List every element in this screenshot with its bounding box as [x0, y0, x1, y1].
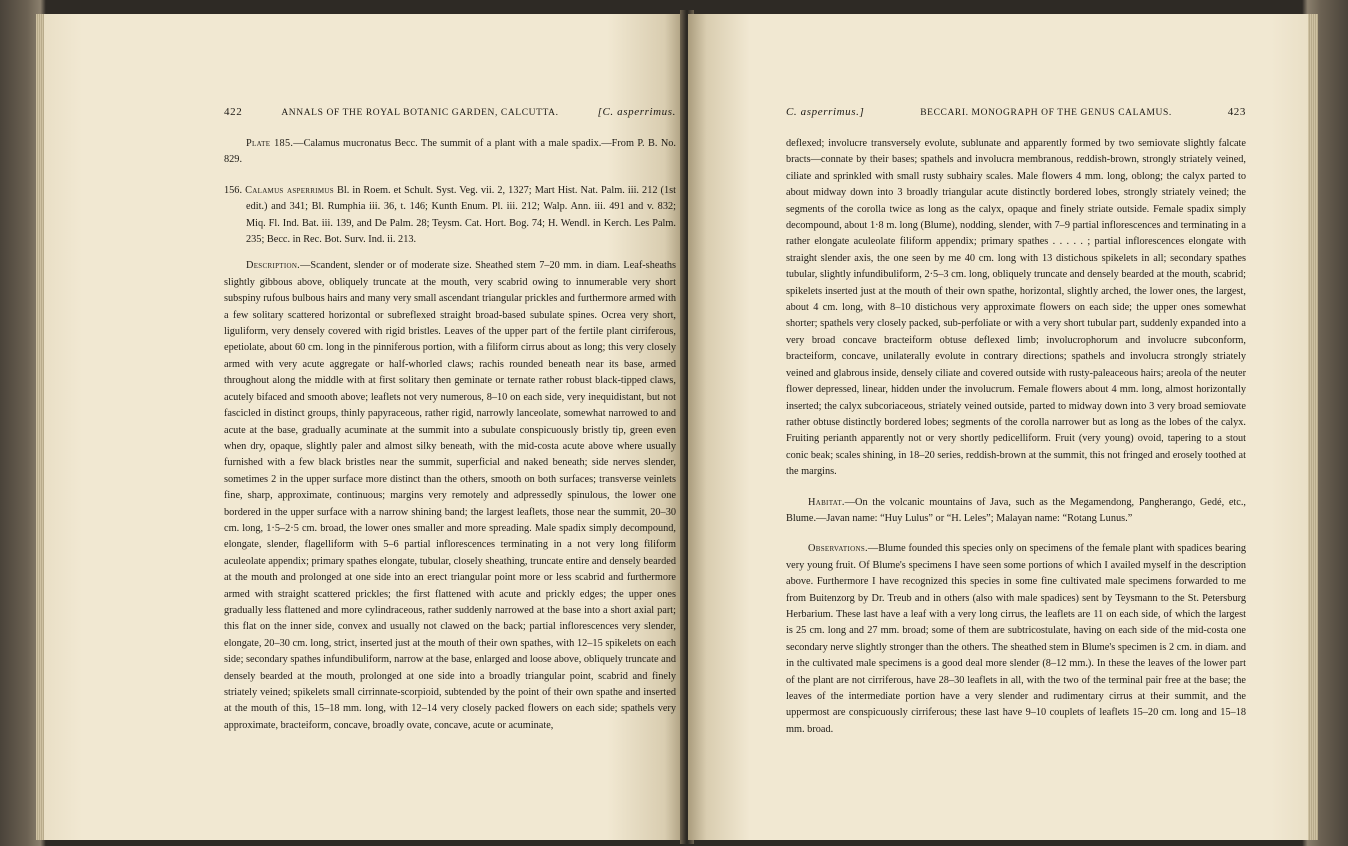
entry-synonymy: Bl. in Roem. et Schult. Syst. Veg. vii. 2, 1327; Mart Hist. Nat. Palm. iii. 212 (1st edit.) and 341; Bl. Rumphia iii. 36, t. 146; Kunth Enum. Pl. iii. 212; Walp. Ann. iii. 491 and v. 832; Miq. Fl. Ind. Bat. iii. 139, and De Palm. 28; Teysm. Cat. Hort. Bog. 74; H. Wendl. in Kerch. Les Palm. 235; Becc. in Rec. Bot. Surv. Ind. ii. 213. [246, 184, 676, 246]
description-text: —Scandent, slender or of moderate size. Sheathed stem 7–20 mm. in diam. Leaf-sheaths slightly gibbous above, obliquely truncate at the mouth, very scabrid owing to innumerable very short subspiny rufous bulbous hairs and many very small ascendant triangular prickles and furthermore armed with a few solitary scattered horizontal or subreflexed straight broad-based subulate spines. Ocrea very short, liguliform, very densely covered with rigid bristles. Leaves of the upper part of the fertile plant cirriferous, epetiolate, about 60 cm. long in the pinniferous portion, with a filiform cirrus about as long; this very closely armed with very acute aggregate or half-whorled claws; rachis rounded beneath near its base, armed throughout along the middle with at first solitary then geminate or ternate rather robust black-tipped claws, acutely bifaced and smooth above; leaflets not very numerous, 8–10 on each side, very inequidistant, but not fascicled in distinct groups, thinly papyraceous, rather rigid, narrowly lanceolate, somewhat narrowed to and acute at the base, gradually acuminate at the summit into a subulate conspicuously bristly tip, green even when dry, opaque, slightly paler and almost silky beneath, with the mid-costa acute above where usually furnished with a few black bristles near the summit, superficial and naked beneath; side nerves slender, sometimes 2 in the upper surface more distinct than the others, smooth on both surfaces; transverse veinlets fine, sharp, approximate, continuous; margins very remotely and adpressedly spinulous, the lower one bordered in the upper surface with a narrow shining band; the largest leaflets, those near the summit, 20–30 cm. long, 1·5–2·5 cm. broad, the lower ones smaller and more spreading. Male spadix simply decompound, elongate, slender, flagelliform with 5–6 partial inflorescences terminating in a not very long filiform aculeolate appendix; primary spathes elongate, tubular, closely sheathing, truncate entire and densely bearded at the mouth and prolonged at one side into an erect triangular point more or less scabrid and furthermore armed with straight scattered prickles; the first flattened with acute and prickly edges; the upper ones gradually less flattened and more cylindraceous, rather suddenly narrowed at the base into a short axial part; this flat on the inner side, convex and usually not clawed on the back; partial inflorescences very slender, elongate, 20–30 cm. long, strict, inserted just at the mouth of their own spathes, with 12–15 spikelets on each side; secondary spathes infundibuliform, narrow at the base, enlarged and loose above, obliquely truncate and densely bearded at the mouth, prolonged at one side into a broadly triangular point, scabrid and finely striately veined; spikelets small cirrinnate-scorpioid, subtended by the point of their own spathe and inserted at the mouth of this, 15–18 mm. long, with 12–14 very closely packed flowers on each side; spathels very approximate, bracteiform, concave, broadly ovate, concave, acute or acuminate, [224, 260, 676, 731]
left-page-number: 422 [224, 106, 243, 118]
observations-label: Observations. [808, 543, 868, 555]
left-body-text [224, 136, 676, 734]
plate-caption-text: —Calamus mucronatus Becc. The summit of a plant with a male spadix.—From P. B. No. 829. [224, 138, 677, 166]
right-page-edges [1308, 14, 1318, 840]
plate-caption [224, 136, 676, 169]
description-label: Description. [246, 260, 301, 272]
left-page [44, 14, 684, 840]
plate-label: Plate 185. [246, 138, 294, 149]
right-page-number: 423 [1227, 106, 1246, 118]
left-running-title: ANNALS OF THE ROYAL BOTANIC GARDEN, CALCUTTA. [281, 108, 559, 118]
left-running-head [224, 104, 676, 121]
observations-text: —Blume founded this species only on specimens of the female plant with spadices bearing very young fruit. Of Blume's specimens I have seen some portions of which I availed myself in the description above. Furthermore I have recognized this species in some fine cultivated male specimens forwarded to me from Buitenzorg by Dr. Treub and in others (also with male spadices) sent by Teysmann to the St. Petersburg Herbarium. These last have a leaf with a very long cirrus, the leaflets are 11 on each side, of which the largest is 25 cm. long and 27 mm. broad; some of them are subtricostulate, having on each side of the mid-costa one secondary nerve slightly stronger than the others. The sheathed stem in Blume's specimen is 2 cm. in diam. and in the cultivated male specimens is a good deal more slender (8–12 mm.). In these the leaves of the lower part of the plant are not cirriferous, have 28–30 leaflets in all, with the two of the terminal pair free at the base; the leaves of the intermediate portion have a very slender and rudimentary cirrus at their summit, and the uppermost are conspicuously cirriferous; these last have 9–10 couplets of leaflets 15–20 cm. long and 15–18 mm. broad. [786, 543, 1246, 735]
right-body-text [786, 136, 1246, 738]
species-entry [224, 183, 676, 249]
right-running-species: C. asperrimus.] [786, 106, 865, 118]
entry-number: 156. [224, 184, 243, 196]
observations-paragraph [786, 541, 1246, 738]
right-page [688, 14, 1308, 840]
habitat-paragraph [786, 495, 1246, 528]
habitat-label: Habitat. [808, 496, 845, 508]
habitat-text: —On the volcanic mountains of Java, such as the Megamendong, Pangherango, Gedé, etc., Blume.—Javan name: “Huy Lulus” or “H. Leles”; Malayan name: “Rotang Lunus.” [786, 496, 1246, 524]
right-running-title: BECCARI. MONOGRAPH OF THE GENUS CALAMUS. [920, 108, 1172, 118]
left-running-species: [C. asperrimus. [597, 106, 676, 118]
description-paragraph [224, 258, 676, 734]
right-running-head [786, 104, 1246, 121]
entry-name: Calamus asperrimus [245, 184, 334, 196]
description-continuation: deflexed; involucre transversely evolute, sublunate and apparently formed by two semiovate slightly falcate bracts—connate by their bases; spathels and involucra membranous, reddish-brown, strongly striately veined, ciliate and sprinkled with small rusty subhairy scales. Male flowers 4 mm. long, oblong; the calyx parted to about midway down into 3 broadly triangular acute distinctly bordered lobes, strongly striately veined; the segments of the corolla twice as long as the calyx, opaque and finely striate outside. Female spadix simply decompound, about 1·8 m. long (Blume), nodding, slender, with 7–9 partial inflorescences and terminating in a rather elongate aculeolate filiform appendix; primary spathes . . . . . ; partial inflorescences elongate with straight slender axis, the one seen by me 40 cm. long with 13 distichous spikelets in all; secondary spathes tubular, slightly infundibuliform, 2·5–3 cm. long, obliquely truncate and densely bearded at the mouth, scabrid; spikelets inserted just at the mouth of their own spathe, horizontal, slightly arched, the lower ones, the largest, about 4 cm. long, with 8–10 distichous very approximate flowers on each side; the upper ones somewhat shorter; spathels very closely packed, sub-perfoliate or with a very short tubular part, suddenly expanded into a very broad concave bracteiform obtuse deflexed limb; involucrophorum and involucre subconform, bracteiform, concave, unilaterally evolute in contrary directions; spathels and involucra strongly striately veined and glabrous inside, densely ciliate and covered outside with rusty-paleaceous hairs; areola of the neuter flower depressed, linear, hidden under the involucrum. Female flowers about 4 mm. long, almost horizontally inserted; the calyx subcoriaceous, striately veined outside, parted to midway down into 3 very broad semiovate rather obtuse distinctly bordered lobes; segments of the corolla narrower but as long as the lobes of the calyx. Fruiting perianth apparently not or very shortly pedicelliform. Fruit (very young) ovoid, tapering to a stout conic beak; scales shining, in 18–20 series, reddish-brown at the summit, this not fringed and erosely toothed at the margins. [786, 138, 1246, 478]
